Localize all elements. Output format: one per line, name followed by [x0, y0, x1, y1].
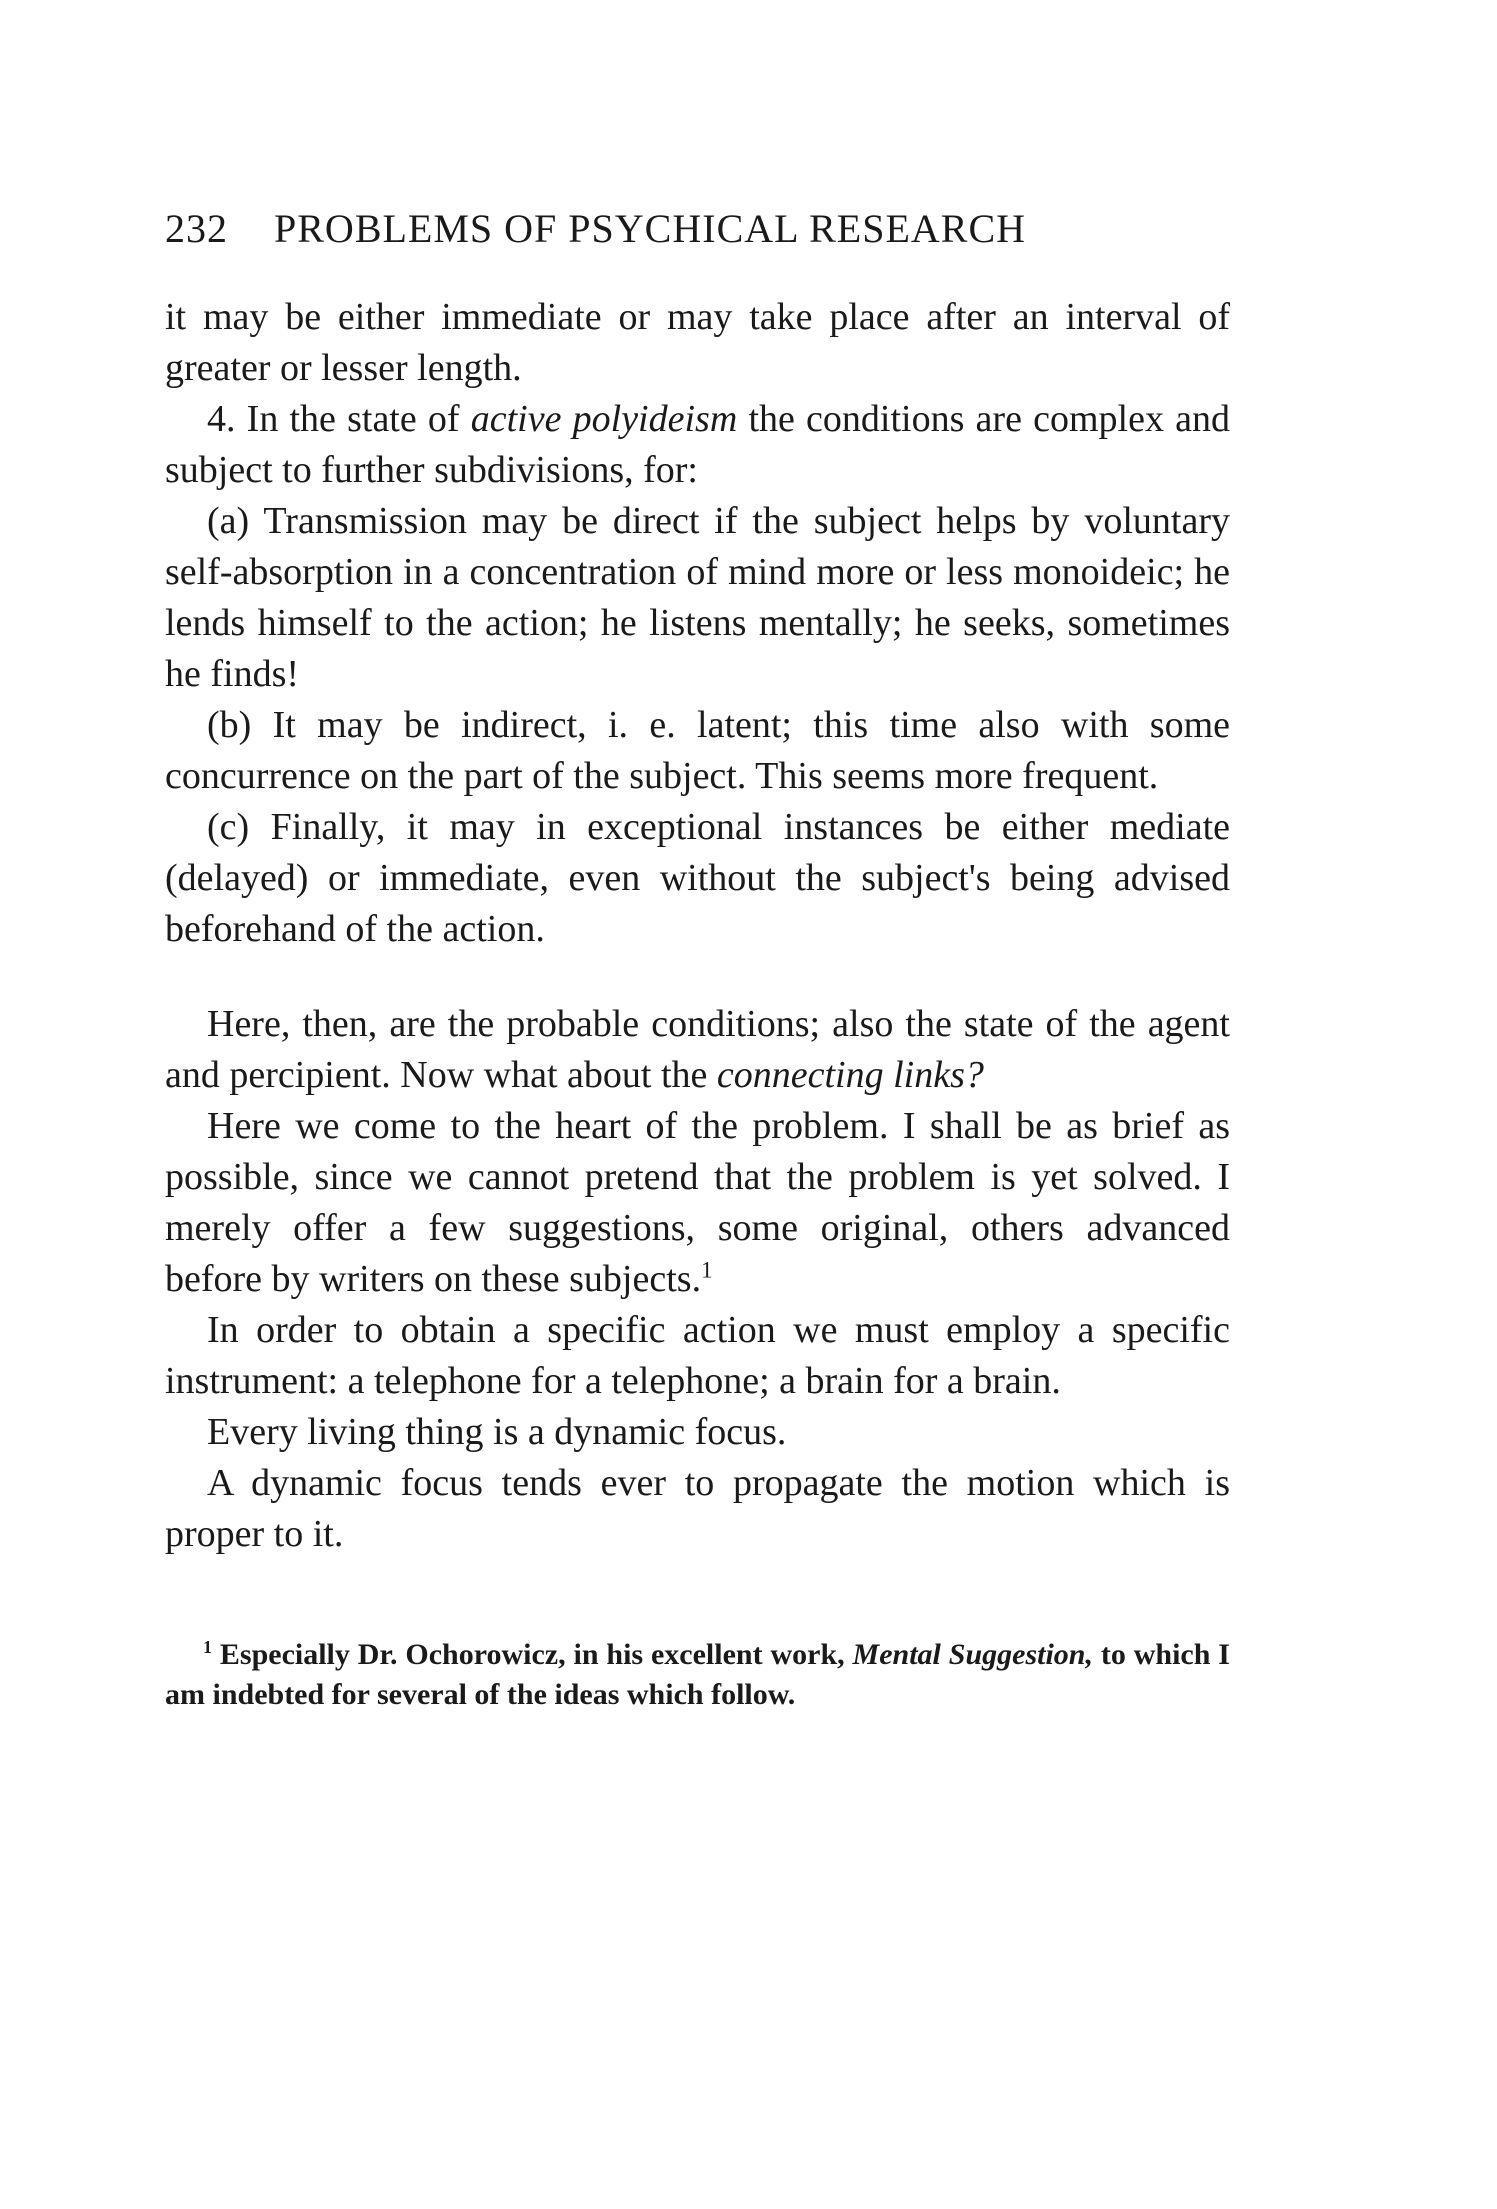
page-number: 232 [165, 206, 228, 251]
paragraph-active-polyideism: 4. In the state of active polyideism the conditions are complex and subject to further subdivisions, for: [165, 398, 1230, 491]
running-title: PROBLEMS OF PSYCHICAL RESEARCH [274, 206, 1027, 251]
item-label-b: (b) [207, 704, 252, 746]
paragraph-item-c: (c) Finally, it may in exceptional instances be either mediate (delayed) or immediate, even without the subject's being advised beforehand of the action. [165, 806, 1230, 950]
footnote-mark: 1 [203, 1637, 212, 1657]
emphasis-active-polyideism: active polyideism [470, 398, 738, 440]
paragraph-dynamic-focus: Every living thing is a dynamic focus. [207, 1411, 787, 1453]
paragraph-heart-of-problem: Here we come to the heart of the problem. I shall be as brief as possible, since we cannot pretend that the problem is yet solved. I merely offer a few suggestions, some original, others advanced before by writers on these subjects.$^1$ [165, 1105, 1230, 1300]
emphasis-connecting-links: connecting links? [716, 1054, 984, 1096]
paragraph-item-b: (b) It may be indirect, i. e. latent; this time also with some concurrence on the part of the subject. This seems more frequent. [165, 704, 1230, 797]
paragraph-item-a: (a) Transmission may be direct if the subject helps by voluntary self-absorption in a concentration of mind more or less monoideic; he lends himself to the action; he listens mentally; he seeks, sometimes he finds! [165, 500, 1230, 695]
running-header [165, 205, 1225, 253]
paragraph-connecting-links: Here, then, are the probable conditions; also the state of the agent and percipient. Now what about the connecting links? [165, 1003, 1230, 1096]
item-label-c: (c) [207, 806, 250, 848]
item-label-a: (a) [207, 500, 250, 542]
footnote: $^1$ Especially Dr. Ochorowicz, in his excellent work, Mental Suggestion, to which I am indebted for several of the ideas which follow. [165, 1637, 1230, 1711]
paragraph-propagate-motion: A dynamic focus tends ever to propagate the motion which is proper to it. [165, 1462, 1230, 1555]
footnote-book-title: Mental Suggestion, [852, 1638, 1093, 1671]
main-text [165, 292, 1230, 1560]
paragraph-specific-instrument: In order to obtain a specific action we must employ a specific instrument: a telephone for a telephone; a brain for a brain. [165, 1309, 1230, 1402]
footnote-reference: 1 [701, 1257, 713, 1283]
paragraph-continuation: it may be either immediate or may take place after an interval of greater or lesser length. [165, 296, 1230, 389]
section-gap [165, 955, 1230, 999]
